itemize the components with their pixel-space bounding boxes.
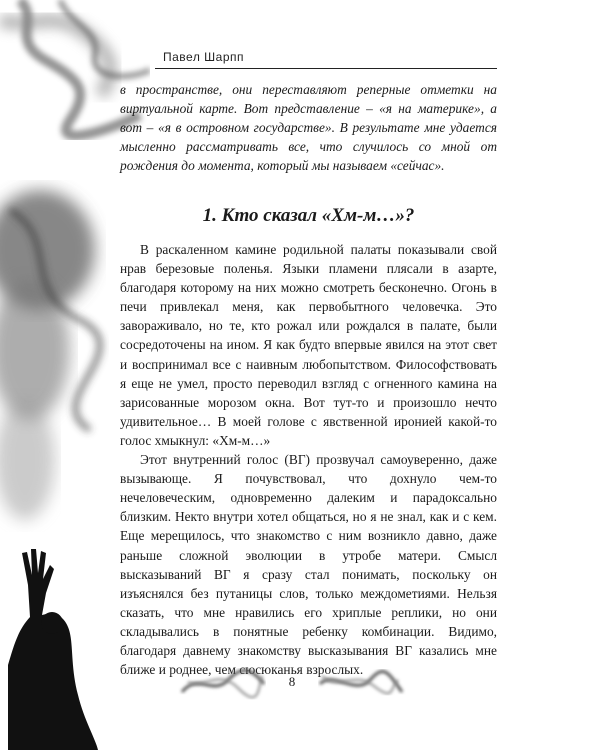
body-paragraph: В раскаленном камине родильной палаты показывали свой нрав березовые поленья. Языки пламени плясали в азарте, благодаря которому на них можно смотреть бесконечно. Огонь в печи привлекал меня, как первобытного человечка. Это завораживало, но те, кто рожал или рождался в палате, были сосредоточены на ином. Я как будто впервые явился на этот свет и воспринимал все с наивным любопытством. Философствовать я еще не умел, просто переводил взгляд с огненного камина на зарисованные морозом окна. Вот тут-то и произошло нечто удивительное… В моей голове с явственной иронией какой-то голос хмыкнул: «Хм-м…»	[120, 242, 497, 448]
footer-ornament-right	[318, 662, 406, 700]
silhouette-figure-image	[8, 545, 98, 750]
smoke-decoration-left	[0, 180, 130, 540]
chapter-title: 1. Кто сказал «Хм-м…»?	[202, 205, 415, 226]
body-paragraph: Этот внутренний голос (ВГ) прозвучал самоуверенно, даже вызывающе. Я почувствовал, что дохнуло чем-то нечеловеческим, одновременно далеким и парадоксально близким. Некто внутри хотел общаться, но я не знал, как и с кем. Еще мерещилось, что знакомство с ним возникло давно, даже раньше сложной эволюции в утробе матери. Смысл высказываний ВГ я сразу стал понимать, поскольку он изъяснялся без путаницы слов, только междометиями. Нельзя сказать, что мне нравились его хриплые реплики, но они складывались в понятные ребенку комбинации. Видимо, благодаря давнему знакомству высказывания ВГ казались мне ближе и роднее, чем сюсюканья взрослых.	[120, 452, 497, 678]
footer-ornament-left	[178, 662, 266, 700]
page-number: 8	[288, 674, 296, 689]
intro-paragraph: в пространстве, они переставляют реперные отметки на виртуальной карте. Вот представление – «я на материке», а вот – «я в островном государстве». В результате мне удается мысленно рассматривать все, что случилось со мной от рождения до момента, который мы называем «сейчас».	[120, 82, 497, 173]
header-rule	[155, 68, 497, 69]
running-head: Павел Шарпп	[163, 50, 244, 64]
chapter-body	[120, 240, 497, 679]
